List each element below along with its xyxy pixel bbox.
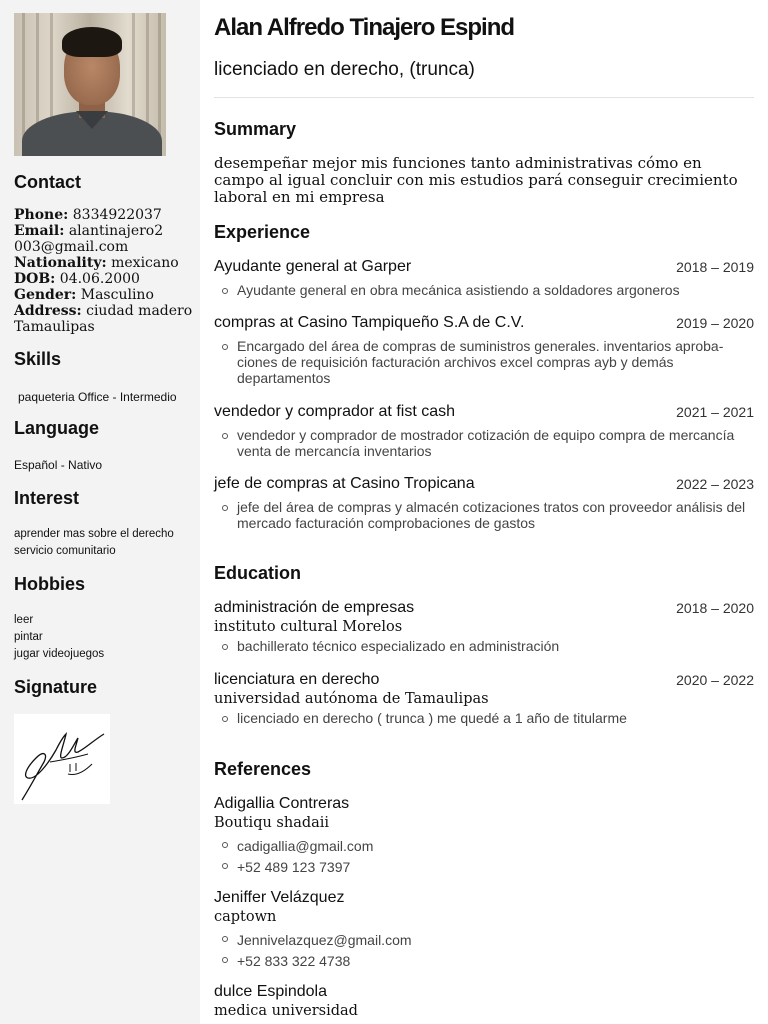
hobbies-heading: Hobbies [14,574,86,594]
page-title: Alan Alfredo Tinajero Espind [214,14,515,41]
dob-label: DOB: [14,271,56,287]
hobby-item: pintar [14,631,43,643]
email-value: alantinajero2 003@gmail.com [14,223,164,255]
reference-email: Jennivelazquez@gmail.com [214,930,754,951]
education-dates: 2020 – 2022 [676,672,754,688]
job-bullet: Ayudante general en obra mecánica asistiendo a soldadores argoneros [214,282,754,298]
job-dates: 2019 – 2020 [676,315,754,331]
education-heading: Education [214,563,302,583]
job-bullet: jefe del área de compras y almacén cotizaciones tratos con proveedor análisis del mercado facturación comprobaciones de gastos [214,499,754,531]
divider [214,97,754,98]
education-degree: licenciatura en derecho [214,671,380,688]
signature-image [14,714,110,804]
reference-email: cadigallia@gmail.com [214,836,754,857]
experience-heading: Experience [214,222,311,242]
experience-item [214,475,754,531]
reference-item [214,983,754,1020]
job-title: compras at Casino Tampiqueño S.A de C.V. [214,314,525,331]
job-dates: 2021 – 2021 [676,404,754,420]
hobbies-list [14,612,104,663]
job-bullet: vendedor y comprador de mostrador cotización de equipo compra de mercancía venta de mercancía inventarios [214,427,754,459]
interest-list [14,526,174,560]
job-bullet: Encargado del área de compras de suministros generales. inventarios aproba- ciones de requisición facturación archivos excel compras ayb y demás departamentos [214,338,754,386]
reference-org: captown [214,909,277,925]
skill-item: paqueteria Office - Intermedio [18,390,177,404]
hobby-item: jugar videojuegos [14,648,105,660]
reference-name: Adigallia Contreras [214,795,350,812]
reference-org: Boutiqu shadaii [214,815,330,831]
job-title: vendedor y comprador at fist cash [214,403,456,420]
main-content [200,0,768,1024]
dob-value: 04.06.2000 [59,271,140,287]
email-label: Email: [14,223,65,239]
education-item [214,671,754,726]
education-school: instituto cultural Morelos [214,619,403,635]
education-bullet: bachillerato técnico especializado en administración [214,638,754,654]
education-degree: administración de empresas [214,599,415,616]
reference-phone: +52 833 322 4738 [214,951,754,972]
contact-info [14,207,196,335]
reference-item [214,795,754,878]
address-label: Address: [14,303,82,319]
address-value: ciudad madero Tamaulipas [14,303,193,335]
reference-name: Jeniffer Velázquez [214,889,345,906]
signature-heading: Signature [14,677,98,697]
reference-item [214,889,754,972]
profile-photo [14,13,166,156]
education-item [214,599,754,654]
sidebar [0,0,200,1024]
language-heading: Language [14,418,100,438]
job-title: Ayudante general at Garper [214,258,412,275]
summary-text: desempeñar mejor mis funciones tanto administrativas cómo en campo al igual concluir con mis estudios pará conseguir crecimiento laboral en mi empresa [214,154,738,206]
summary-heading: Summary [214,119,297,139]
references-heading: References [214,759,312,779]
education-school: universidad autónoma de Tamaulipas [214,691,489,707]
reference-phone: +52 489 123 7397 [214,857,754,878]
education-dates: 2018 – 2020 [676,600,754,616]
job-dates: 2022 – 2023 [676,476,754,492]
job-title: jefe de compras at Casino Tropicana [214,475,475,492]
phone-label: Phone: [14,207,69,223]
experience-item [214,403,754,459]
experience-item [214,258,754,298]
job-headline: licenciado en derecho, (trunca) [214,59,475,80]
language-item: Español - Nativo [14,458,103,472]
job-dates: 2018 – 2019 [676,259,754,275]
experience-item [214,314,754,386]
education-bullet: licenciado en derecho ( trunca ) me quedé a 1 año de titularme [214,710,754,726]
hobby-item: leer [14,614,34,626]
nationality-label: Nationality: [14,255,107,271]
nationality-value: mexicano [111,255,179,271]
gender-label: Gender: [14,287,77,303]
reference-name: dulce Espindola [214,983,327,1000]
interest-heading: Interest [14,488,80,508]
reference-org: medica universidad [214,1003,358,1019]
interest-item: servicio comunitario [14,545,116,557]
interest-item: aprender mas sobre el derecho [14,528,174,540]
contact-heading: Contact [14,172,81,192]
phone-value: 8334922037 [72,207,162,223]
gender-value: Masculino [80,287,154,303]
skills-heading: Skills [14,349,62,369]
